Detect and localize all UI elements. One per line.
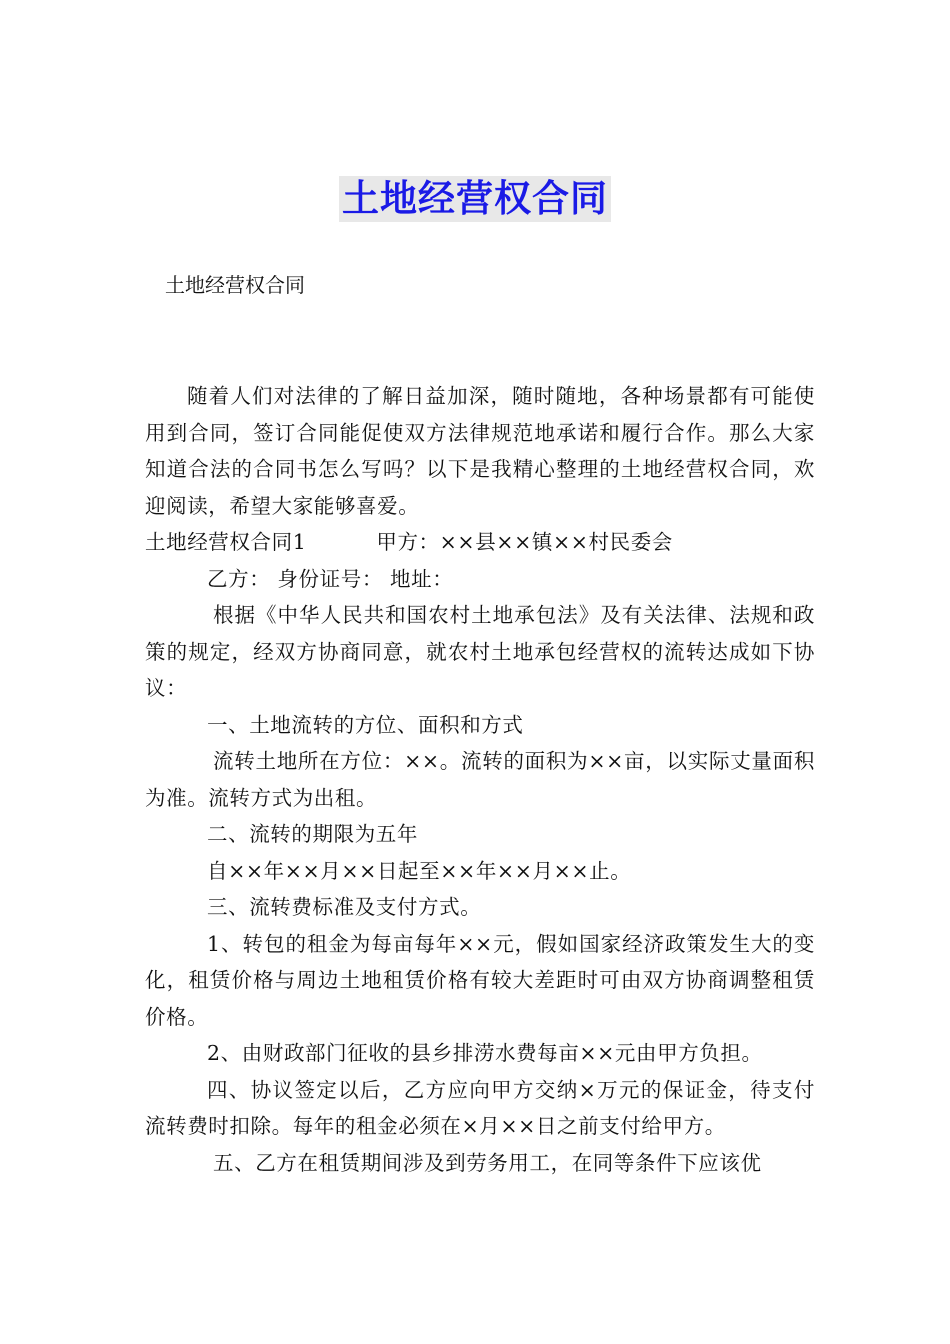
document-body [145,378,815,1181]
contract-heading: 土地经营权合同1 [145,530,307,554]
intro-paragraph: 随着人们对法律的了解日益加深，随时随地，各种场景都有可能使用到合同，签订合同能促使双方法律规范地承诺和履行合作。那么大家知道合法的合同书怎么写吗？以下是我精心整理的土地经营权合同，欢迎阅读，希望大家能够喜爱。 [145,384,815,518]
section1-title: 一、土地流转的方位、面积和方式 [207,712,524,737]
basis-paragraph: 根据《中华人民共和国农村土地承包法》及有关法律、法规和政策的规定，经双方协商同意，就农村土地承包经营权的流转达成如下协议： [145,603,815,700]
section2-title: 二、流转的期限为五年 [207,822,418,846]
section4-paragraph: 四、协议签定以后，乙方应向甲方交纳×万元的保证金，待支付流转费时扣除。每年的租金必须在×月××日之前支付给甲方。 [145,1077,815,1138]
document-title: 土地经营权合同 [339,176,611,222]
document-subtitle: 土地经营权合同 [165,273,305,297]
section1-body: 流转土地所在方位：××。流转的面积为××亩，以实际丈量面积为准。流转方式为出租。 [145,749,815,810]
contract-heading-line [145,524,815,561]
party-a: 甲方：××县××镇××村民委会 [376,530,673,554]
section3-item2: 2、由财政部门征收的县乡排涝水费每亩××元由甲方负担。 [207,1041,763,1065]
section3-item1: 1、转包的租金为每亩每年××元，假如国家经济政策发生大的变化，租赁价格与周边土地租赁价格有较大差距时可由双方协商调整租赁价格。 [145,931,815,1029]
section3-title: 三、流转费标准及支付方式。 [207,895,482,919]
section5-paragraph: 五、乙方在租赁期间涉及到劳务用工，在同等条件下应该优 [213,1150,762,1175]
section2-body: 自××年××月××日起至××年××月××止。 [207,858,632,883]
title-block [0,176,950,222]
party-b: 乙方： 身份证号： 地址： [207,566,454,591]
